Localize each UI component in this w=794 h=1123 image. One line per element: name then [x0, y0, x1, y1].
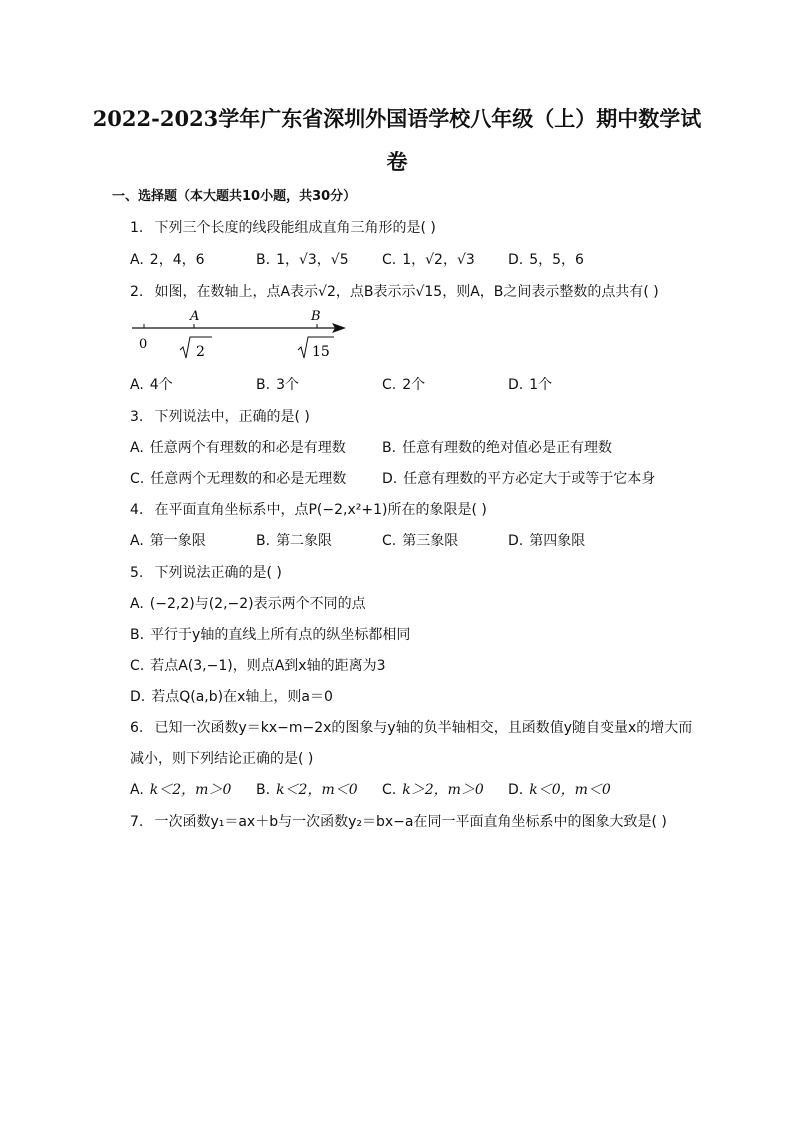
section-heading: 一、选择题（本大题共10小题，共30分）: [112, 189, 357, 204]
page-title-line-1: 2022-2023学年广东省深圳外国语学校八年级（上）期中数学试: [92, 106, 702, 131]
question-1: [130, 217, 436, 237]
option-b: B. k＜2，m＜0: [256, 782, 358, 798]
question-6-continued: [130, 748, 313, 768]
question-text: 下列说法正确的是( ): [154, 565, 282, 581]
option-b: B. 任意有理数的绝对值必是正有理数: [382, 440, 613, 456]
option-d: D. 第四象限: [508, 533, 586, 549]
question-5: [130, 562, 282, 582]
question-text: 一次函数y₁＝ax＋b与一次函数y₂＝bx−a在同一平面直角坐标系中的图象大致是( ): [154, 814, 667, 830]
question-text: 如图，在数轴上，点A表示√2，点B表示示√15，则A，B之间表示整数的点共有( ): [154, 284, 659, 300]
label-zero: 0: [139, 337, 148, 352]
option-c: C. 第三象限: [382, 533, 459, 549]
question-number: 5.: [130, 565, 144, 581]
option-b: B. 3个: [256, 377, 299, 393]
option-c: C. 任意两个无理数的和必是无理数: [130, 471, 347, 487]
label-b: B: [311, 309, 321, 324]
option-d: D. 5，5，6: [508, 252, 584, 268]
radicand-a: 2: [196, 344, 205, 360]
question-number: 3.: [130, 409, 144, 425]
option-d: D. 1个: [508, 377, 553, 393]
radicand-b: 15: [312, 344, 330, 360]
question-number: 6.: [130, 720, 144, 736]
question-number: 7.: [130, 814, 144, 830]
question-text: 已知一次函数y＝kx−m−2x的图象与y轴的负半轴相交，且函数值y随自变量x的增大而: [154, 720, 693, 736]
question-text: 下列三个长度的线段能组成直角三角形的是( ): [154, 220, 436, 236]
question-6: [130, 717, 692, 737]
option-c: C. 若点A(3,−1)，则点A到x轴的距离为3: [130, 658, 386, 674]
question-3: [130, 406, 310, 426]
label-a: A: [190, 309, 200, 324]
question-2: [130, 281, 659, 301]
option-c: C. 1，√2，√3: [382, 252, 475, 268]
question-number: 2.: [130, 284, 144, 300]
option-d: D. k＜0，m＜0: [508, 782, 611, 798]
question-number: 1.: [130, 220, 144, 236]
option-a: A. 任意两个有理数的和必是有理数: [130, 440, 346, 456]
option-a: A. (−2,2)与(2,−2)表示两个不同的点: [130, 596, 366, 612]
option-c: C. k＞2，m＞0: [382, 782, 484, 798]
question-text: 减小，则下列结论正确的是( ): [130, 751, 314, 767]
question-text: 在平面直角坐标系中，点P(−2,x²+1)所在的象限是( ): [154, 502, 487, 518]
option-d: D. 任意有理数的平方必定大于或等于它本身: [382, 471, 656, 487]
option-d: D. 若点Q(a,b)在x轴上，则a＝0: [130, 689, 333, 705]
option-a: A. 4个: [130, 377, 173, 393]
option-b: B. 第二象限: [256, 533, 333, 549]
question-text: 下列说法中，正确的是( ): [154, 409, 310, 425]
option-a: A. 2，4，6: [130, 252, 205, 268]
question-7: [130, 811, 667, 831]
page-title-line-2: 卷: [386, 149, 408, 174]
option-b: B. 1，√3，√5: [256, 252, 349, 268]
question-4: [130, 499, 487, 519]
option-c: C. 2个: [382, 377, 426, 393]
option-a: A. k＜2，m＞0: [130, 782, 232, 798]
option-a: A. 第一象限: [130, 533, 206, 549]
option-b: B. 平行于y轴的直线上所有点的纵坐标都相同: [130, 627, 411, 643]
question-number: 4.: [130, 502, 144, 518]
number-line-figure: [128, 306, 358, 366]
